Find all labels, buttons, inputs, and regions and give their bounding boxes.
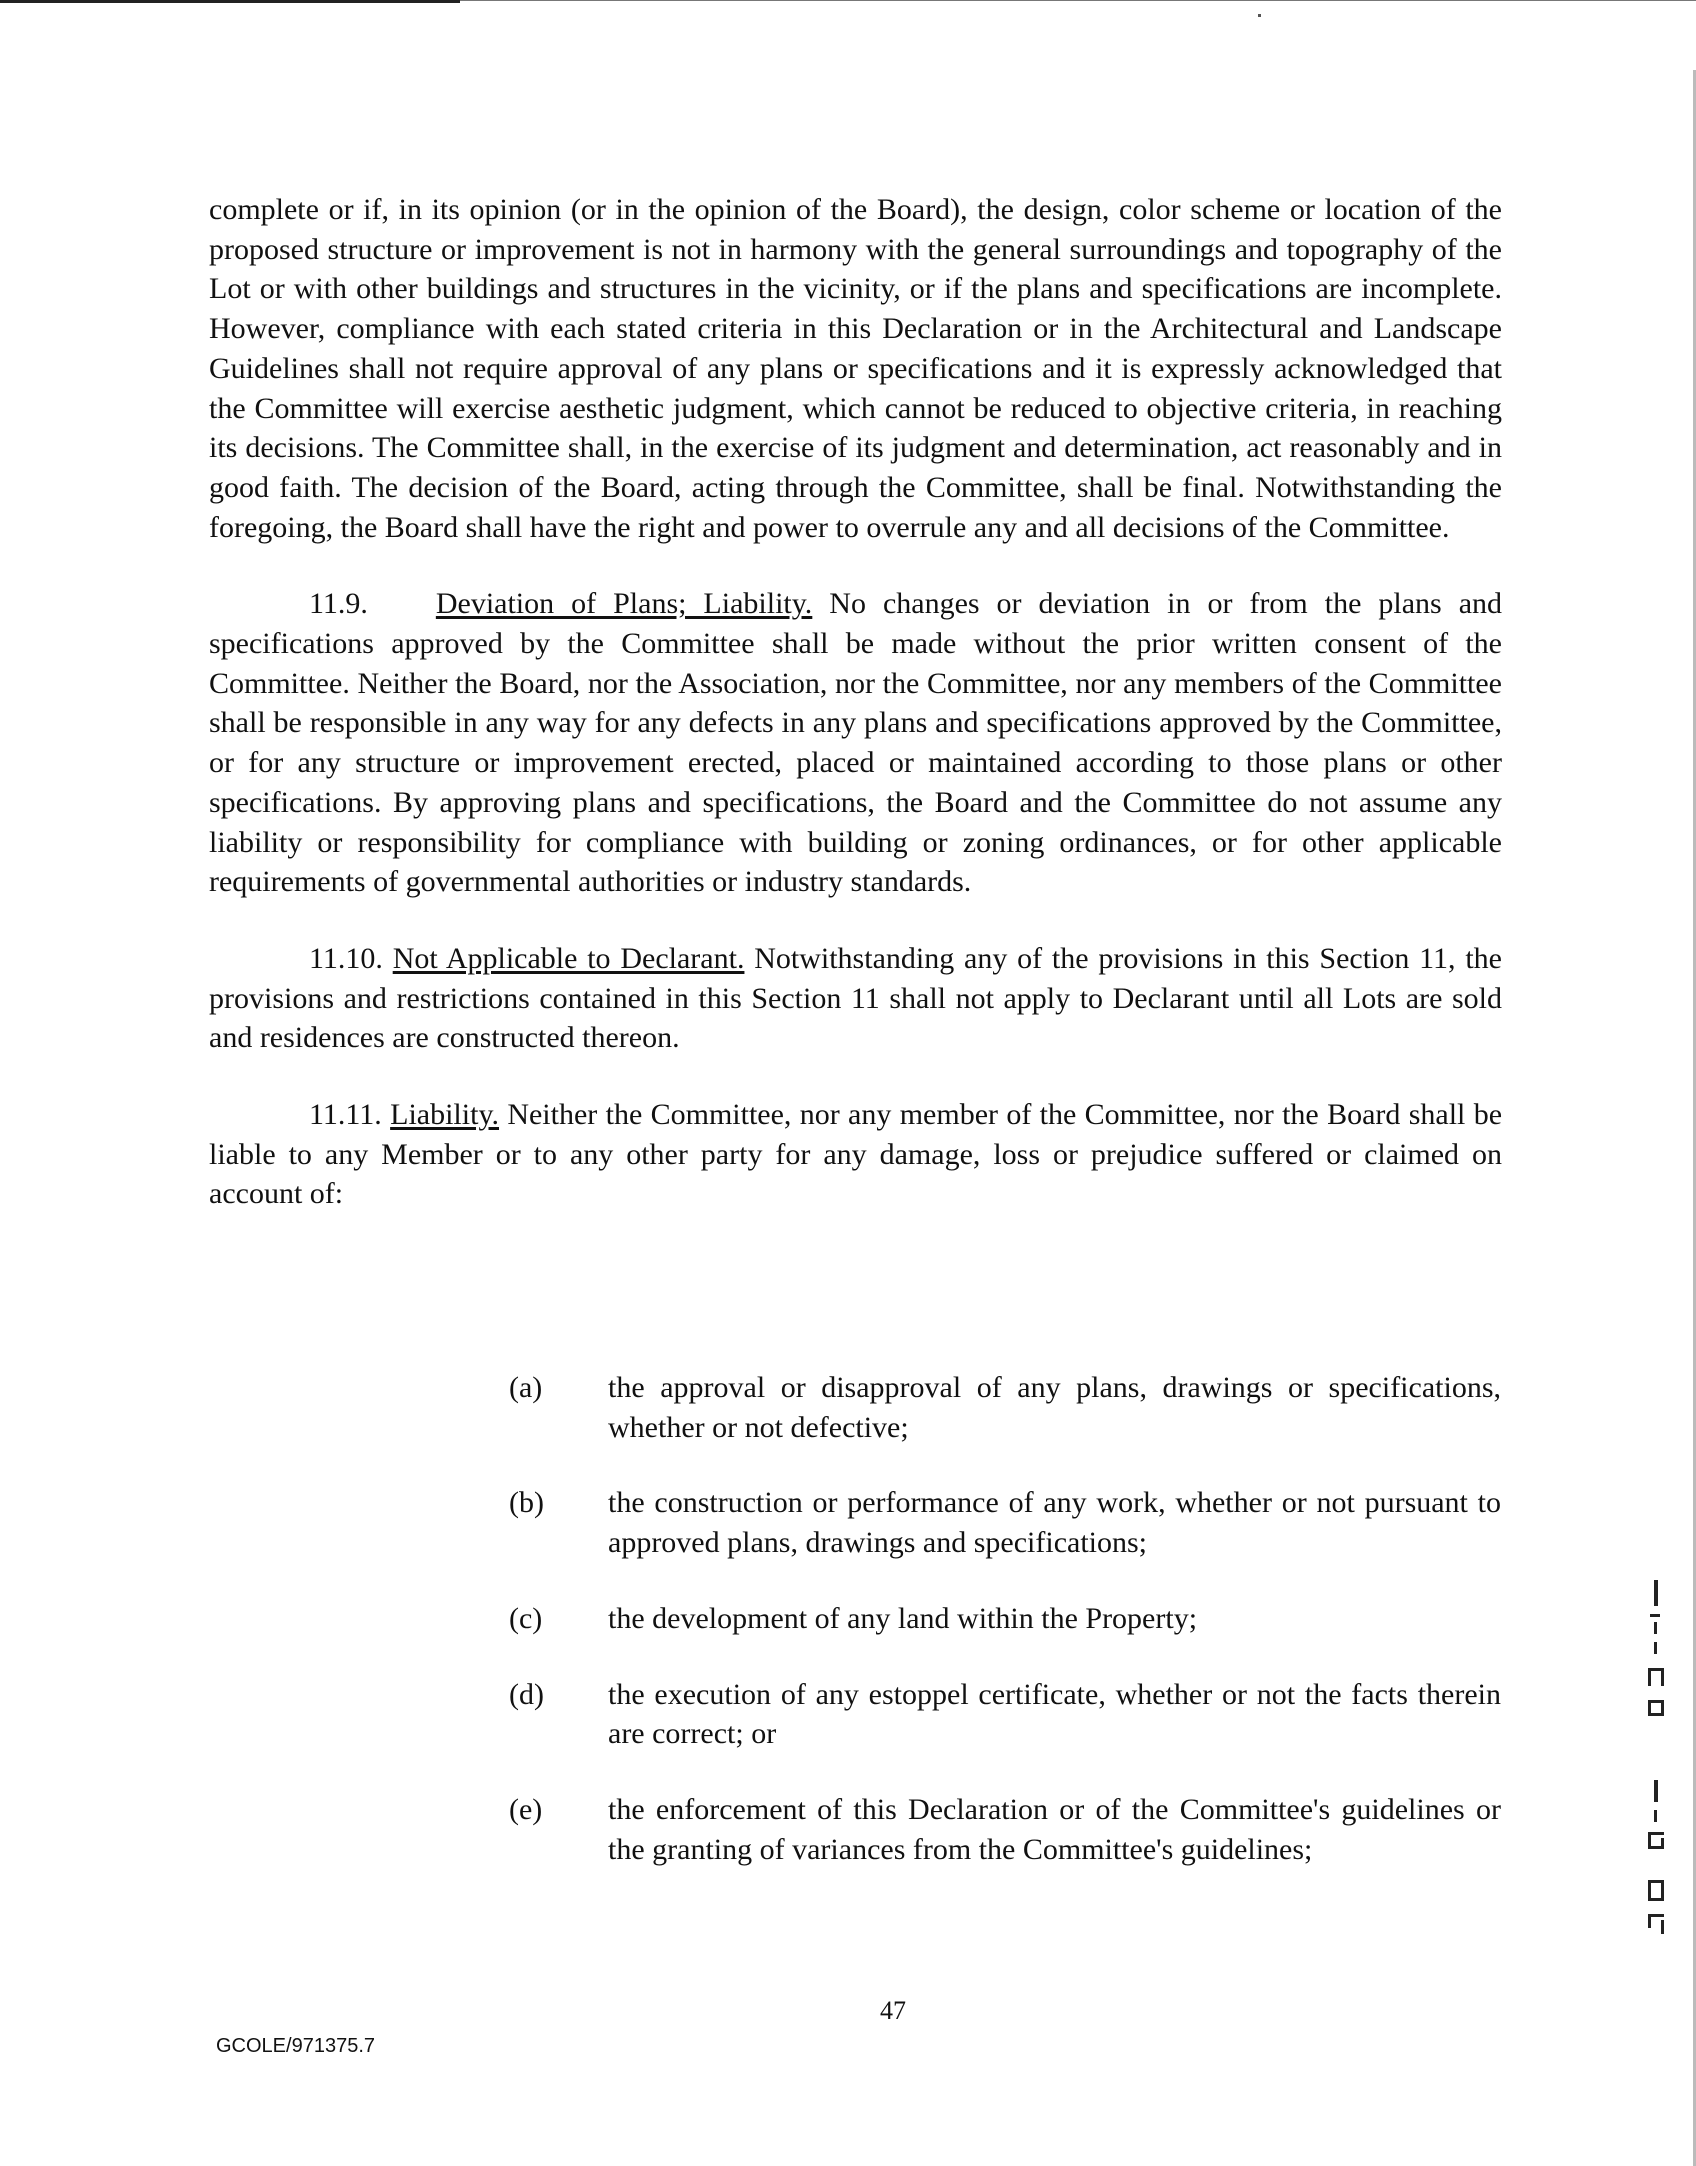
document-body [209, 190, 1502, 1251]
scan-speck [1258, 14, 1261, 17]
item-label: (a) [509, 1371, 543, 1404]
scan-top-edge-thin [460, 0, 1696, 1]
continuation-text: complete or if, in its opinion (or in the opinion of the Board), the design, color scheme or location of the proposed structure or improvement is not in harmony with the general surroundings and topography of the Lot or with other buildings and structures in the vicinity, or if the plans and specifications are incomplete. However, compliance with each stated criteria in this Declaration or in the Architectural and Landscape Guidelines shall not require approval of any plans or specifications and it is expressly acknowledged that the Committee will exercise aesthetic judgment, which cannot be reduced to objective criteria, in reaching its decisions. The Committee shall, in the exercise of its judgment and determination, act reasonably and in good faith. The decision of the Board, acting through the Committee, shall be final. Notwithstanding the foregoing, the Board shall have the right and power to overrule any and all decisions of the Committee. [209, 193, 1502, 544]
section-heading: Liability. [390, 1098, 499, 1132]
item-label: (d) [509, 1677, 544, 1711]
item-text: the construction or performance of any work, whether or not pursuant to approved plans, drawings and specifications; [608, 1486, 1501, 1560]
page-number: 47 [880, 1996, 906, 2025]
list-item [509, 1790, 1501, 1869]
list-item [509, 1483, 1501, 1562]
item-text: the enforcement of this Declaration or of the Committee's guidelines or the granting of variances from the Committee's guidelines; [608, 1792, 1501, 1866]
section-11-11 [209, 1095, 1502, 1214]
section-number: 11.11. [309, 1098, 382, 1132]
item-text: the execution of any estoppel certificate, whether or not the facts therein are correct; or [608, 1677, 1501, 1751]
liability-item-list [509, 1368, 1501, 1905]
list-item [509, 1368, 1501, 1447]
section-heading: Deviation of Plans; Liability. [435, 587, 813, 621]
item-text: the approval or disapproval of any plans, drawings or specifications, whether or not defective; [608, 1371, 1501, 1444]
item-label: (e) [509, 1792, 543, 1826]
section-11-9 [209, 584, 1502, 902]
list-item [509, 1675, 1501, 1754]
item-label: (c) [509, 1601, 543, 1635]
list-item [509, 1599, 1501, 1639]
section-heading: Not Applicable to Declarant. [392, 941, 745, 975]
item-label: (b) [509, 1486, 544, 1520]
section-body: No changes or deviation in or from the plans and specifications approved by the Committee shall be made without the prior written consent of the Committee. Neither the Board, nor the Association, nor the Committee, nor any members of the Committee shall be responsible in any way for any defects in any plans and specifications approved by the Committee, or for any structure or improvement erected, placed or maintained according to those plans or other specifications. By approving plans and specifications, the Board and the Committee do not assume any liability or responsibility for compliance with building or zoning ordinances, or for other applicable requirements of governmental authorities or industry standards. [209, 587, 1503, 899]
scan-top-edge [0, 0, 460, 3]
continuation-paragraph [209, 190, 1502, 547]
section-number: 11.10. [309, 941, 383, 975]
section-body: Notwithstanding any of the provisions in this Section 11, the provisions and restrictions contained in this Section 11 shall not apply to Declarant until all Lots are sold and residences are constructed thereon. [209, 941, 1502, 1055]
item-text: the development of any land within the Property; [608, 1601, 1198, 1635]
document-id: GCOLE/971375.7 [216, 2035, 375, 2057]
section-body: Neither the Committee, nor any member of the Committee, nor the Board shall be liable to any Member or to any other party for any damage, loss or prejudice suffered or claimed on account of: [209, 1098, 1503, 1211]
section-11-10 [209, 939, 1502, 1058]
vertical-recording-stamp [1640, 1580, 1674, 2000]
section-number: 11.9. [309, 587, 368, 621]
